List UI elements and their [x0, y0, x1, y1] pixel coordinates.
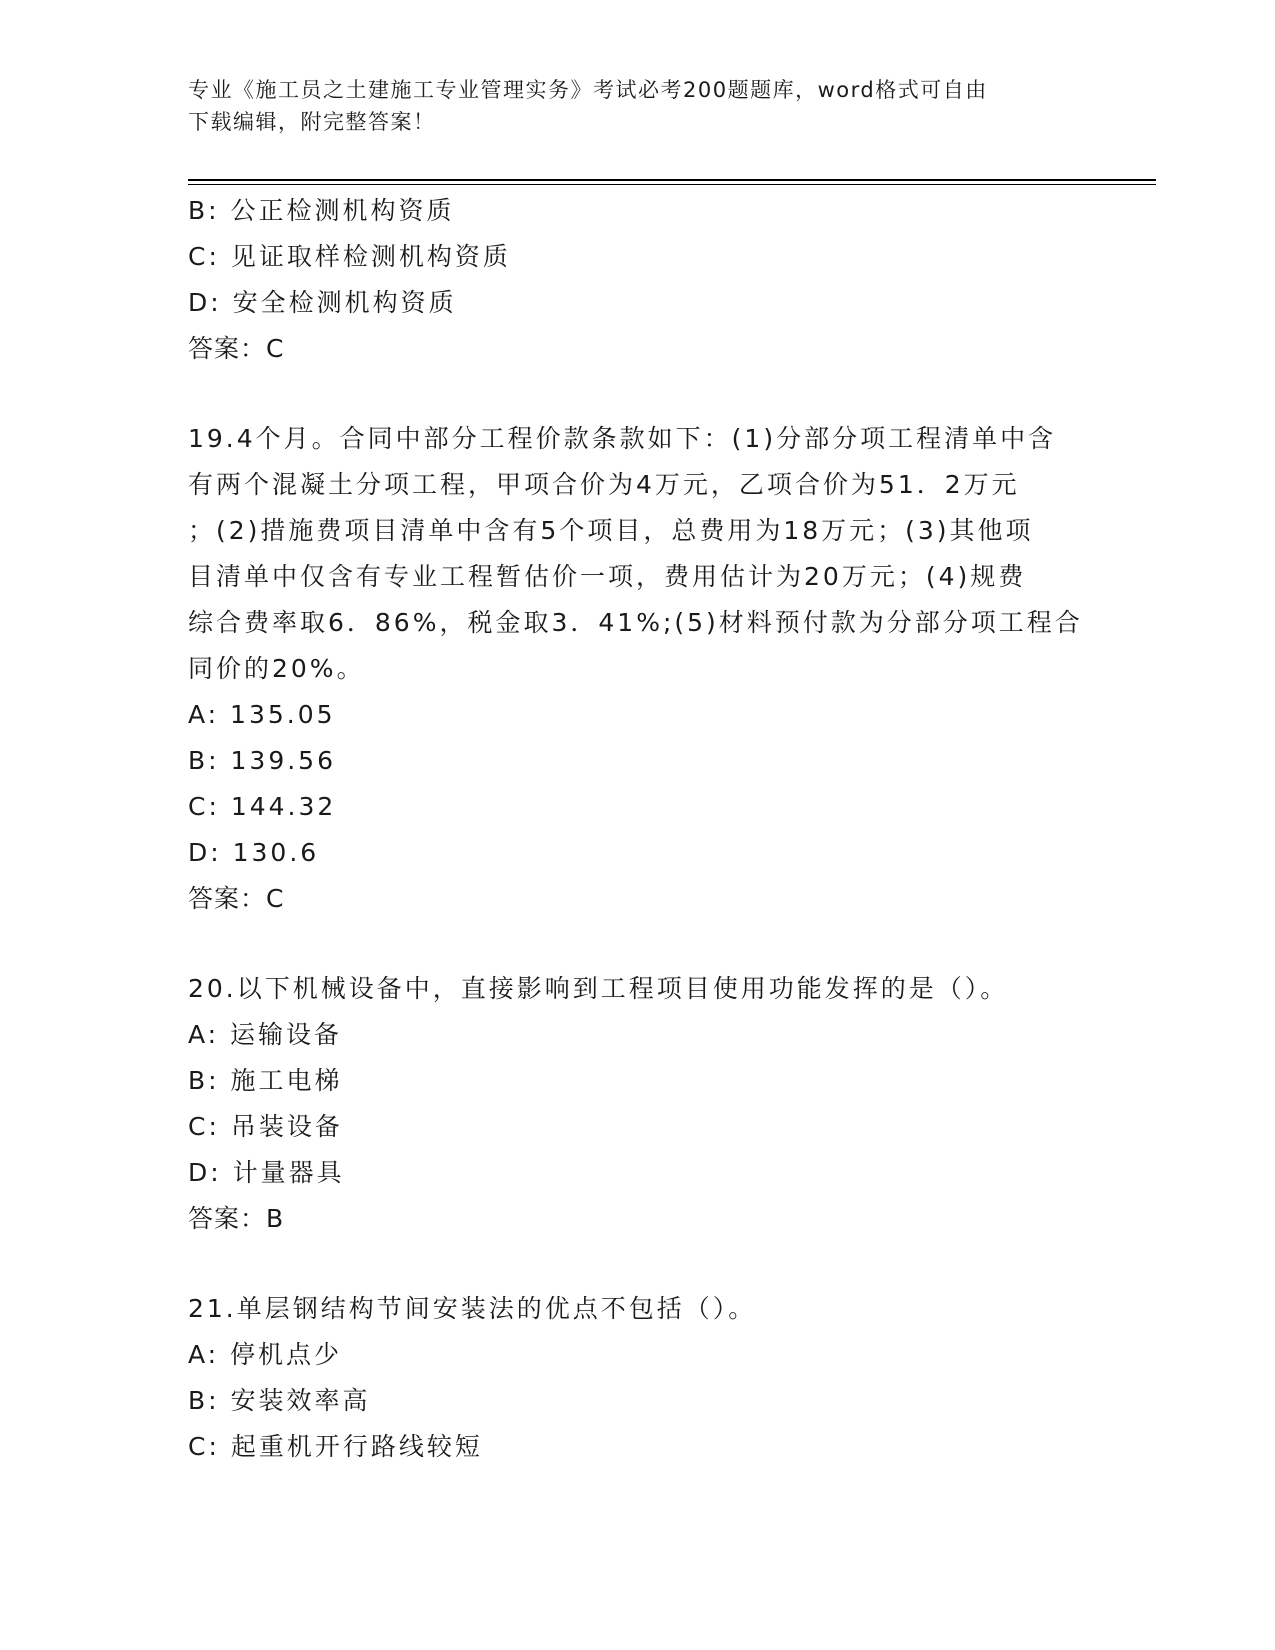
option-c: C: 起重机开行路线较短: [188, 1432, 483, 1461]
header-line-2: 下载编辑，附完整答案！: [188, 110, 436, 134]
option-a: A: 停机点少: [188, 1340, 343, 1369]
header-rule-thin: [188, 184, 1156, 185]
option-c: C: 144.32: [188, 792, 337, 821]
question-19: [188, 416, 1088, 922]
question-block-continued: [188, 188, 1088, 372]
header-rule-thick: [188, 179, 1156, 181]
block-gap: [188, 372, 1088, 416]
answer-line: 答案：C: [188, 884, 285, 913]
option-a: A: 135.05: [188, 700, 336, 729]
question-20: [188, 966, 1088, 1242]
option-b: B: 公正检测机构资质: [188, 196, 455, 225]
question-stem: 21.单层钢结构节间安装法的优点不包括（）。: [188, 1294, 757, 1323]
option-d: D: 130.6: [188, 838, 320, 867]
option-b: B: 139.56: [188, 746, 336, 775]
question-stem-line: 综合费率取6．86%，税金取3．41%;(5)材料预付款为分部分项工程合: [188, 608, 1083, 637]
answer-line: 答案：C: [188, 334, 285, 363]
answer-line: 答案：B: [188, 1204, 285, 1233]
header-line-1: 专业《施工员之土建施工专业管理实务》考试必考200题题库，word格式可自由: [188, 78, 988, 102]
question-stem-line: 同价的20%。: [188, 654, 365, 683]
option-c: C: 见证取样检测机构资质: [188, 242, 511, 271]
option-b: B: 施工电梯: [188, 1066, 343, 1095]
question-list: [188, 188, 1088, 1470]
question-stem-line: ；(2)措施费项目清单中含有5个项目，总费用为18万元；(3)其他项: [188, 516, 1034, 545]
question-stem-line: 有两个混凝土分项工程，甲项合价为4万元，乙项合价为51．2万元: [188, 470, 1020, 499]
block-gap: [188, 922, 1088, 966]
option-c: C: 吊装设备: [188, 1112, 343, 1141]
question-stem-line: 19.4个月。合同中部分工程价款条款如下：(1)分部分项工程清单中含: [188, 424, 1057, 453]
option-b: B: 安装效率高: [188, 1386, 371, 1415]
question-21: [188, 1286, 1088, 1470]
question-stem-line: 目清单中仅含有专业工程暂估价一项，费用估计为20万元；(4)规费: [188, 562, 1027, 591]
option-a: A: 运输设备: [188, 1020, 343, 1049]
document-header: [188, 74, 1088, 138]
question-stem: 20.以下机械设备中，直接影响到工程项目使用功能发挥的是（）。: [188, 974, 1009, 1003]
block-gap: [188, 1242, 1088, 1286]
option-d: D: 安全检测机构资质: [188, 288, 457, 317]
option-d: D: 计量器具: [188, 1158, 345, 1187]
